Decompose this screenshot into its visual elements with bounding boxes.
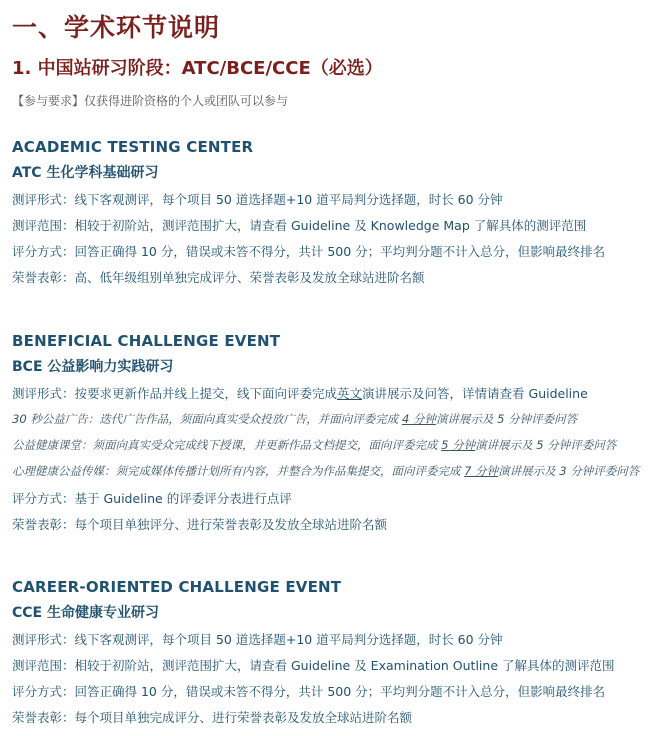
section-subtitle: 1. 中国站研习阶段：ATC/BCE/CCE（必选） [12,58,383,79]
atc-line-scoring: 评分方式：回答正确得 10 分，错误或未答不得分，共计 500 分；平均判分题不计入总分，但影响最终排名 [12,244,606,259]
atc-line-scope: 测评范围：相较于初阶站，测评范围扩大，请查看 Guideline 及 Knowledge Map 了解具体的测评范围 [12,218,587,233]
cce-line-scoring: 评分方式：回答正确得 10 分，错误或未答不得分，共计 500 分；平均判分题不计入总分，但影响最终排名 [12,684,606,699]
bce-line-honors: 荣誉表彰：每个项目单独评分、进行荣誉表彰及发放全球站进阶名额 [12,517,388,532]
bce-item-suffix: 演讲展示及 3 分钟评委问答 [498,464,640,478]
cce-heading-cn: CCE 生命健康专业研习 [12,605,159,621]
bce-heading-en: BENEFICIAL CHALLENGE EVENT [12,332,281,350]
bce-item-suffix: 演讲展示及 5 分钟评委问答 [475,438,617,452]
cce-line-honors: 荣誉表彰：每个项目单独完成评分、进行荣誉表彰及发放全球站进阶名额 [12,710,413,725]
bce-item-suffix: 演讲展示及 5 分钟评委问答 [435,412,578,426]
page-title: 一、学术环节说明 [12,13,221,42]
bce-form-underline: 英文 [337,386,363,401]
bce-heading-cn: BCE 公益影响力实践研习 [12,359,174,375]
bce-item-prefix: 30 秒公益广告：迭代广告作品，须面向真实受众投放广告，并面向评委完成 [12,412,402,426]
bce-item-media [12,463,639,479]
atc-heading-cn: ATC 生化学科基础研习 [12,165,159,181]
bce-form-suffix: 演讲展示及问答，详情请查看 Guideline [362,386,588,401]
cce-heading-en: CAREER-ORIENTED CHALLENGE EVENT [12,578,342,596]
bce-form-prefix: 测评形式：按要求更新作品并线上提交，线下面向评委完成 [12,386,338,401]
bce-item-duration: 7 分钟 [464,464,499,478]
bce-item-class [12,437,616,453]
requirement-note: 【参与要求】仅获得进阶资格的个人或团队可以参与 [12,94,289,108]
bce-item-prefix: 心理健康公益传媒：须完成媒体传播计划所有内容，并整合为作品集提交，面向评委完成 [12,464,465,478]
bce-item-ad [12,411,577,427]
bce-item-prefix: 公益健康课堂：须面向真实受众完成线下授课，并更新作品文档提交，面向评委完成 [12,438,442,452]
bce-line-form [12,384,588,402]
bce-line-scoring: 评分方式：基于 Guideline 的评委评分表进行点评 [12,491,292,506]
atc-line-honors: 荣誉表彰：高、低年级组别单独完成评分、荣誉表彰及发放全球站进阶名额 [12,270,425,285]
cce-line-scope: 测评范围：相较于初阶站，测评范围扩大，请查看 Guideline 及 Examination Outline 了解具体的测评范围 [12,658,615,673]
atc-heading-en: ACADEMIC TESTING CENTER [12,138,254,156]
bce-item-duration: 5 分钟 [441,438,476,452]
bce-item-duration: 4 分钟 [401,412,436,426]
cce-line-form: 测评形式：线下客观测评，每个项目 50 道选择题+10 道平局判分选择题，时长 60 分钟 [12,632,503,647]
atc-line-form: 测评形式：线下客观测评，每个项目 50 道选择题+10 道平局判分选择题，时长 60 分钟 [12,192,503,207]
